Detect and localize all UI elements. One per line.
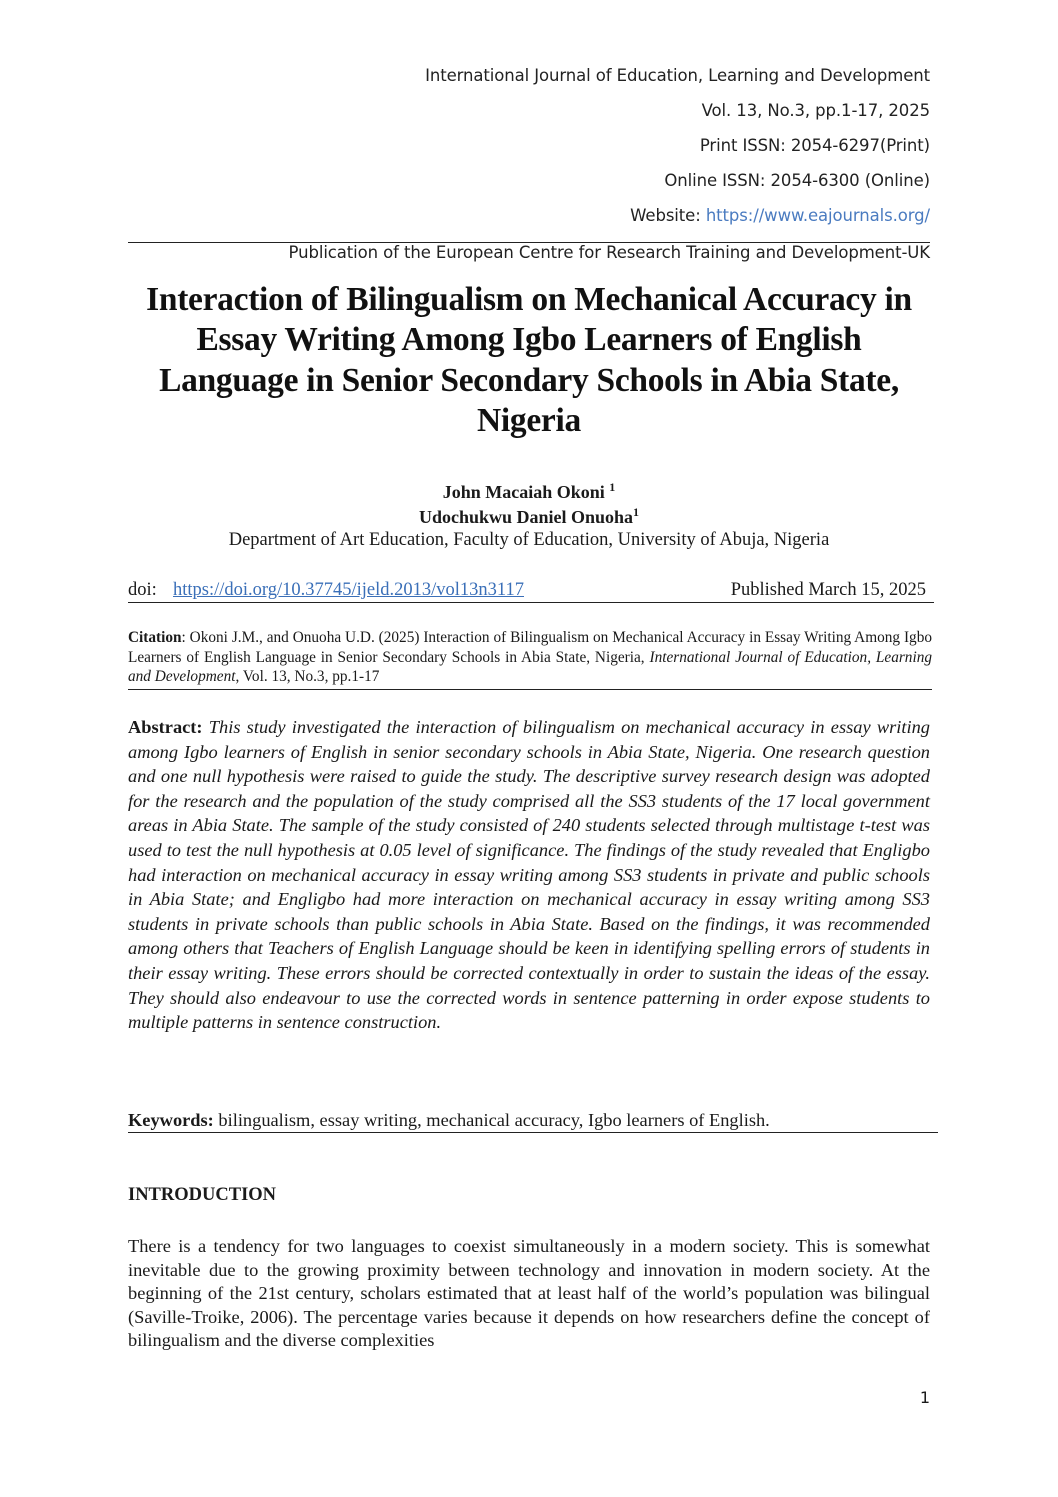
citation-journal: International Journal of Education, Learning and Development: [128, 648, 932, 685]
keywords-label: Keywords:: [128, 1110, 214, 1130]
citation-text: : Okoni J.M., and Onuoha U.D. (2025) Interaction of Bilingualism on Mechanical Accuracy in Essay Writing Among Igbo Learners of English Language in Senior Secondary Schools in Abia State, Nigeria,: [128, 629, 932, 666]
affiliation: Department of Art Education, Faculty of Education, University of Abuja, Nigeria: [228, 530, 830, 550]
paper-title: Interaction of Bilingualism on Mechanical Accuracy in Essay Writing Among Igbo Learners of English Language in Senior Secondary Schools in Abia State, Nigeria: [146, 281, 912, 439]
publisher-line: Publication of the European Centre for Research Training and Development-UK: [288, 243, 930, 262]
doi-label: doi:: [128, 580, 157, 600]
print-issn: Print ISSN: 2054-6297(Print): [699, 136, 930, 155]
citation: [128, 628, 932, 690]
website-label: Website:: [630, 206, 706, 225]
intro-paragraph: There is a tendency for two languages to coexist simultaneously in a modern society. This is somewhat inevitable due to the growing proximity between technology and innovation in modern society. At the beginning of the 21st century, scholars estimated that at least half of the world’s population was bilingual (Saville-Troike, 2006). The percentage varies because it depends on how researchers define the concept of bilingualism and the diverse complexities: [128, 1236, 930, 1351]
author-name: John Macaiah Okoni: [442, 482, 610, 502]
author-affil-mark: 1: [633, 505, 640, 519]
page-number: 1: [919, 1388, 930, 1407]
section-heading: INTRODUCTION: [128, 1185, 277, 1205]
keywords-list: bilingualism, essay writing, mechanical accuracy, Igbo learners of English.: [213, 1110, 770, 1130]
author-name: Udochukwu Daniel Onuoha: [418, 507, 634, 527]
online-issn: Online ISSN: 2054-6300 (Online): [664, 171, 930, 190]
website-link[interactable]: https://www.eajournals.org/: [705, 206, 930, 225]
journal-name: International Journal of Education, Learning and Development: [425, 66, 930, 85]
volume-info: Vol. 13, No.3, pp.1-17, 2025: [701, 101, 930, 120]
citation-label: Citation: [128, 629, 182, 646]
doi-row: [128, 580, 934, 603]
keywords: [128, 1110, 938, 1133]
author-1: [128, 480, 930, 503]
abstract-body: This study investigated the interaction of bilingualism on mechanical accuracy in essay writing among Igbo learners of English in senior secondary schools in Abia State, Nigeria. One research question and one null hypothesis were raised to guide the study. The descriptive survey research design was adopted for the research and the population of the study comprised all the SS3 students of the 17 local government areas in Abia State. The sample of the study consisted of 240 students selected through multistage t-test was used to test the null hypothesis at 0.05 level of significance. The findings of the study revealed that Engligbo had interaction on mechanical accuracy in essay writing among SS3 students in private and public schools in Abia State; and Engligbo had more interaction on mechanical accuracy in essay writing among SS3 students in private schools than public schools in Abia State. Based on the findings, it was recommended among others that Teachers of English Language should be keen in identifying spelling errors of students in their essay writing. These errors should be corrected contextually in order to sustain the ideas of the essay. They should also endeavour to use the corrected words in sentence patterning in order expose students to multiple patterns in sentence construction.: [128, 717, 930, 1033]
author-2: [128, 505, 930, 528]
abstract-label: Abstract:: [128, 717, 203, 737]
citation-tail: , Vol. 13, No.3, pp.1-17: [235, 668, 380, 685]
published-date: Published March 15, 2025: [730, 580, 926, 600]
abstract: [128, 715, 930, 1035]
author-affil-mark: 1: [609, 480, 616, 494]
doi-link[interactable]: https://doi.org/10.37745/ijeld.2013/vol13n3117: [173, 580, 524, 600]
website-line: [630, 206, 930, 225]
